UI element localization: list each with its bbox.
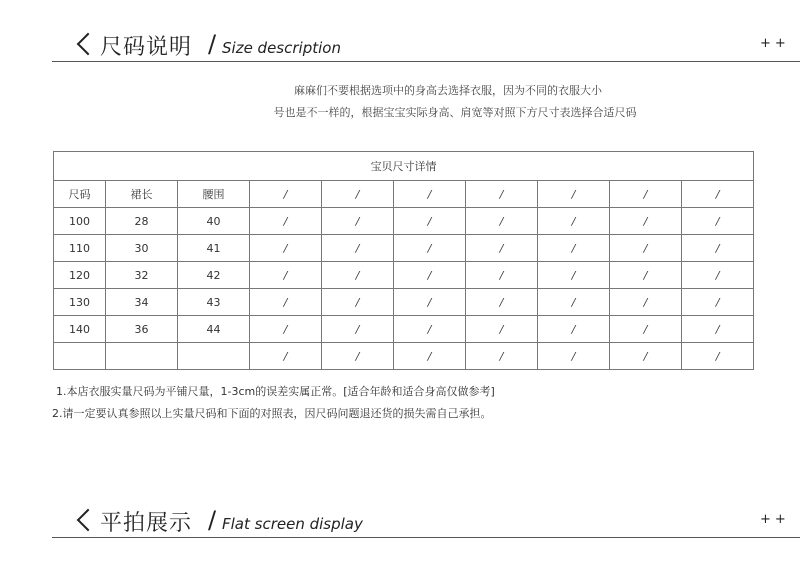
table-cell [54,343,106,370]
table-row [54,235,754,262]
table-cell: / [250,289,322,316]
header-cell: / [250,181,322,208]
header-divider [52,61,800,62]
table-cell: / [538,343,610,370]
table-cell: / [682,343,754,370]
table-cell: 32 [106,262,178,289]
table-cell: / [682,316,754,343]
header-cell: 裙长 [106,181,178,208]
table-cell: / [250,316,322,343]
section-title-cn: 尺码说明 [100,35,193,60]
size-table [53,151,754,370]
table-cell: / [394,262,466,289]
note-2: 2.请一定要认真参照以上实量尺码和下面的对照表，因尺码问题退还货的损失需自己承担。 [52,407,492,420]
table-cell: / [610,262,682,289]
section-title-cn: 平拍展示 [100,511,193,536]
table-cell: / [682,289,754,316]
table-cell: / [538,289,610,316]
header-cell: / [682,181,754,208]
table-cell: 120 [54,262,106,289]
intro-text [0,80,800,124]
notes [52,381,495,425]
table-caption-row [54,152,754,181]
table-cell: / [466,289,538,316]
table-cell: / [466,316,538,343]
table-row [54,262,754,289]
section-title-en: Flat screen display [222,515,363,533]
table-cell: / [322,343,394,370]
header-cell: / [394,181,466,208]
section-title-en: Size description [222,39,341,57]
table-cell: / [466,235,538,262]
plus-decoration: ++ [760,36,790,51]
table-cell: / [538,235,610,262]
table-cell: / [322,208,394,235]
table-cell: 130 [54,289,106,316]
intro-line-2: 号也是不一样的，根据宝宝实际身高、肩宽等对照下方尺寸表选择合适尺码 [273,106,637,119]
table-cell: 100 [54,208,106,235]
table-cell: 30 [106,235,178,262]
flat-display-header [0,506,800,546]
table-cell: / [250,262,322,289]
table-cell: 140 [54,316,106,343]
table-cell: / [394,343,466,370]
table-cell: / [682,262,754,289]
table-cell: 41 [178,235,250,262]
table-row [54,289,754,316]
table-cell: 28 [106,208,178,235]
table-cell [106,343,178,370]
table-cell: 44 [178,316,250,343]
table-cell: 36 [106,316,178,343]
intro-line-1: 麻麻们不要根据选项中的身高去选择衣服，因为不同的衣服大小 [294,84,602,97]
table-cell: / [682,208,754,235]
table-cell: / [322,235,394,262]
table-cell: / [538,262,610,289]
table-cell: / [250,235,322,262]
table-cell: / [610,208,682,235]
chevron-left-icon [77,33,100,56]
chevron-left-icon [77,509,100,532]
table-row [54,316,754,343]
table-cell: 43 [178,289,250,316]
table-cell: / [466,343,538,370]
table-cell: / [682,235,754,262]
table-header-row [54,181,754,208]
header-cell: / [538,181,610,208]
table-cell: / [538,316,610,343]
header-cell: / [322,181,394,208]
size-description-header [0,30,800,70]
table-row [54,208,754,235]
table-cell: / [250,343,322,370]
table-cell: / [610,235,682,262]
title-separator: / [208,30,217,58]
header-cell: 腰围 [178,181,250,208]
table-caption: 宝贝尺寸详情 [54,152,754,181]
table-cell: / [466,262,538,289]
plus-decoration: ++ [760,512,790,527]
table-cell: / [610,316,682,343]
header-divider [52,537,800,538]
table-cell: / [250,208,322,235]
table-cell: / [466,208,538,235]
table-cell: / [322,289,394,316]
title-separator: / [208,506,217,534]
table-cell: / [610,289,682,316]
table-cell: / [322,316,394,343]
table-cell: / [394,235,466,262]
header-cell: / [466,181,538,208]
table-cell: / [538,208,610,235]
header-cell: / [610,181,682,208]
table-cell [178,343,250,370]
table-cell: / [322,262,394,289]
table-cell: 110 [54,235,106,262]
table-cell: 34 [106,289,178,316]
note-1: 1.本店衣服实量尺码为平铺尺量，1-3cm的误差实属正常。[适合年龄和适合身高仅做参考] [56,385,495,398]
table-cell: / [394,316,466,343]
table-row [54,343,754,370]
table-cell: 40 [178,208,250,235]
table-cell: / [394,289,466,316]
table-cell: / [610,343,682,370]
header-cell: 尺码 [54,181,106,208]
table-cell: / [394,208,466,235]
table-cell: 42 [178,262,250,289]
